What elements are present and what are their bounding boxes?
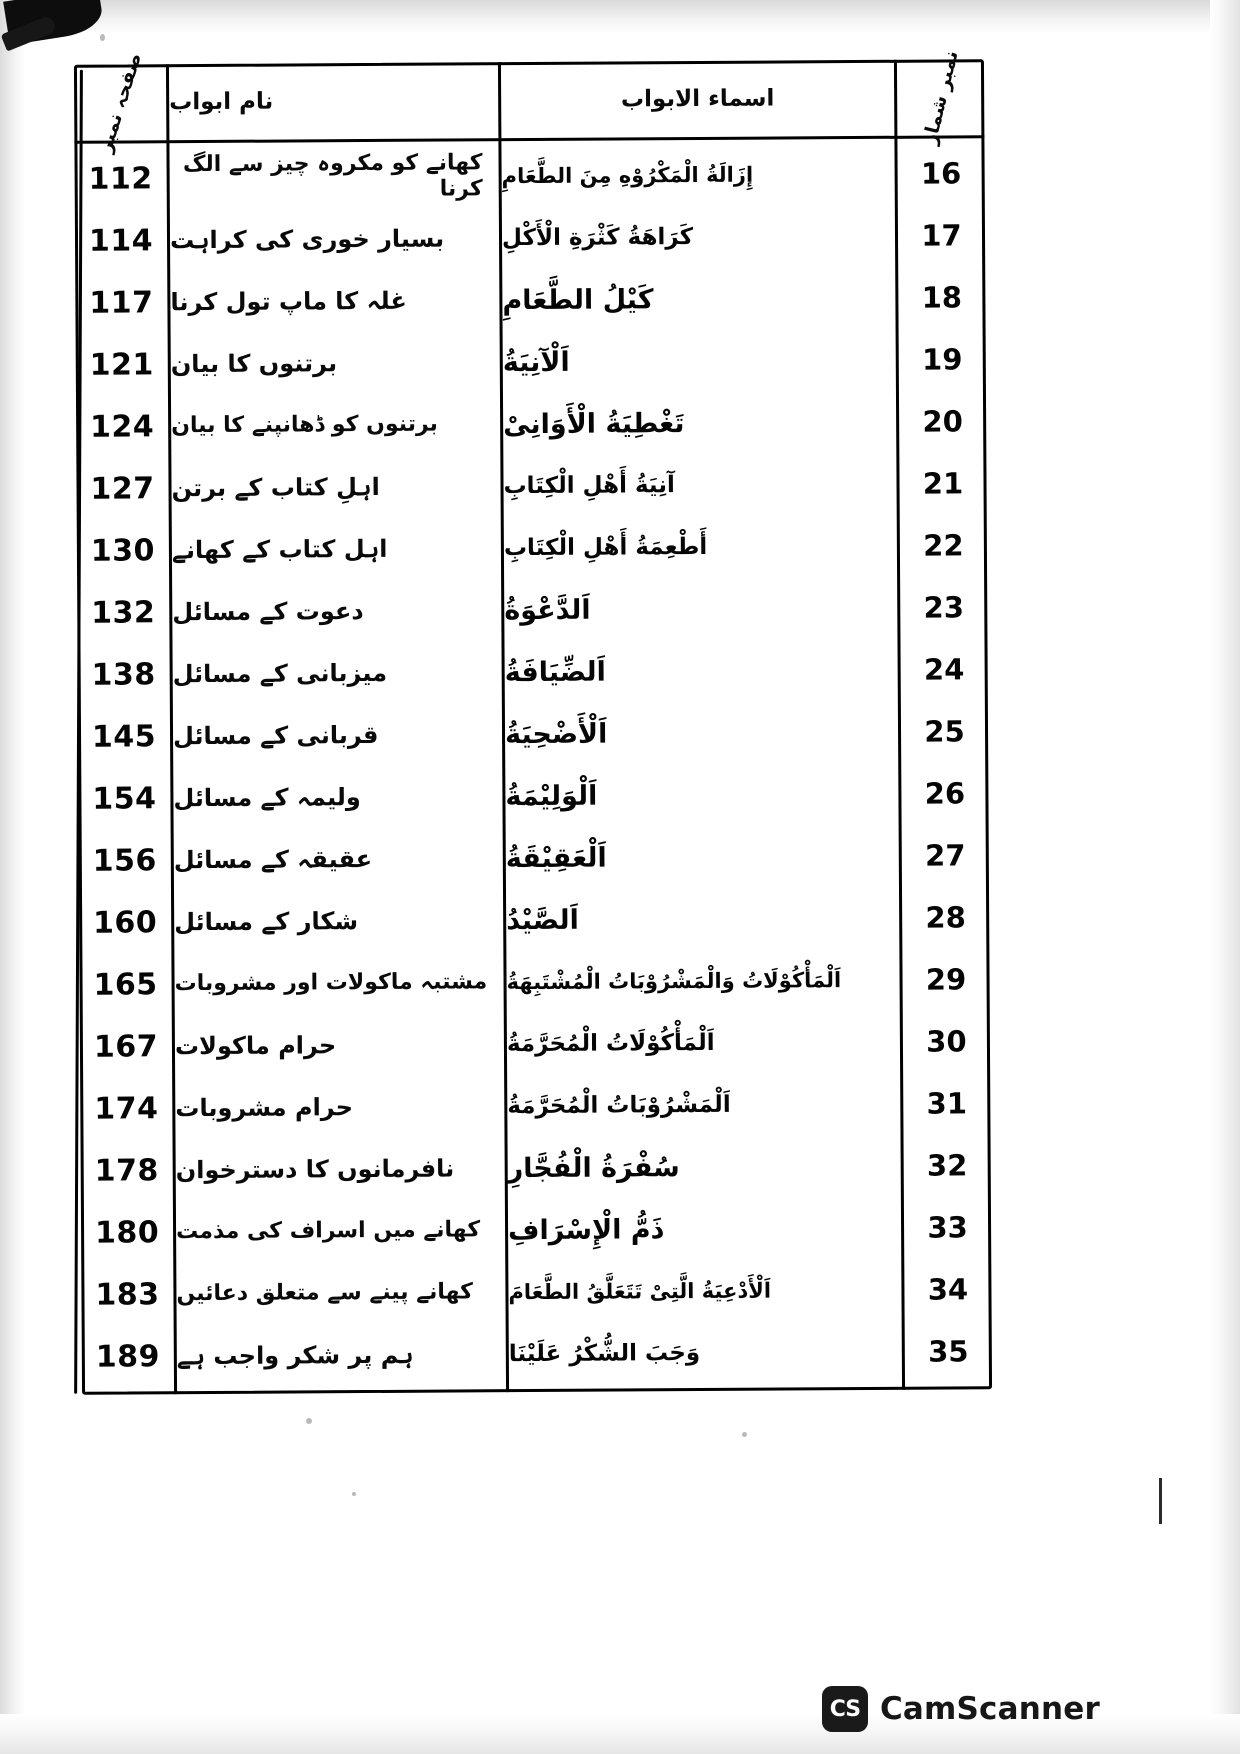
cell-chapter-name-urdu: حرام مشروبات [175, 1093, 354, 1123]
cell-page-number: 167 [93, 1028, 159, 1065]
cell-serial-number: 34 [927, 1272, 969, 1307]
cell-chapter-name-arabic: أَطْعِمَةُ أَهْلِ الْكِتَابِ [503, 533, 708, 562]
cell-serial-number: 19 [921, 342, 963, 377]
cell-serial-number: 35 [928, 1334, 969, 1369]
cell-page-number: 156 [92, 842, 157, 879]
cell-chapter-name-urdu: ہم پر شکر واجب ہے [176, 1340, 414, 1371]
cell-chapter-name-urdu: عقیقہ کے مسائل [173, 844, 373, 875]
scan-edge-mark [1159, 1478, 1162, 1524]
cell-chapter-name-arabic: سُفْرَةُ الْفُجَّارِ [507, 1151, 680, 1184]
cell-page-number: 180 [94, 1214, 160, 1251]
cell-chapter-name-arabic: اَلْوَلِيْمَةُ [505, 780, 598, 812]
cell-page-number: 189 [95, 1338, 161, 1375]
cell-serial-number: 28 [925, 900, 966, 935]
camscanner-logo-icon: CS [822, 1686, 868, 1732]
cell-serial-number: 29 [925, 962, 967, 997]
scan-speck [100, 34, 105, 41]
scan-edge-right [1210, 0, 1240, 1754]
cell-serial-number: 17 [921, 218, 962, 253]
cell-chapter-name-arabic: اَلْمَأْكُوْلَاتُ الْمُحَرَّمَةُ [506, 1029, 715, 1058]
cell-chapter-name-arabic: اَلْآنِيَةُ [502, 346, 570, 378]
cell-serial-number: 22 [923, 528, 964, 563]
cell-chapter-name-arabic: كَرَاهَةُ كَثْرَةِ الْأَكْلِ [501, 224, 694, 252]
cell-page-number: 132 [91, 594, 156, 631]
header-chapter-name-urdu: نام ابواب [169, 88, 274, 116]
cell-page-number: 154 [92, 780, 157, 817]
cell-serial-number: 26 [924, 776, 966, 811]
cell-serial-number: 27 [925, 838, 966, 873]
cell-serial-number: 18 [921, 280, 963, 315]
cell-chapter-name-urdu: غلہ کا ماپ تول کرنا [170, 286, 407, 317]
header-serial-number: نمبر شمار [918, 48, 963, 147]
cell-page-number: 165 [93, 966, 158, 1003]
cell-serial-number: 16 [920, 156, 962, 191]
cell-chapter-name-urdu: اہلِ کتاب کے برتن [171, 472, 380, 503]
cell-chapter-name-arabic: اَلْمَأْكُوْلَاتُ وَالْمَشْرُوْبَاتُ الْمُشْتَبِهَةُ [506, 968, 842, 995]
cell-chapter-name-arabic: اَلْأَضْحِيَةُ [504, 718, 608, 750]
cell-chapter-name-urdu: میزبانی کے مسائل [172, 658, 388, 689]
cell-serial-number: 25 [924, 714, 965, 749]
camscanner-label: CamScanner [879, 1691, 1100, 1727]
cell-chapter-name-arabic: وَجَبَ الشُّكْرُ عَلَيْنَا [508, 1339, 701, 1368]
cell-chapter-name-urdu: قربانی کے مسائل [172, 720, 379, 751]
cell-chapter-name-urdu: برتنوں کا بیان [170, 349, 338, 379]
cell-serial-number: 30 [926, 1024, 967, 1059]
cell-page-number: 138 [91, 656, 156, 693]
scan-speck [306, 1418, 312, 1424]
contents-table [74, 48, 992, 1395]
cell-chapter-name-arabic: آنِيَةُ أَهْلِ الْكِتَابِ [503, 472, 675, 500]
table-header-row [74, 48, 984, 155]
cell-chapter-name-arabic: ذَمُّ الْإِسْرَافِ [507, 1213, 665, 1246]
camscanner-watermark [822, 1686, 1100, 1732]
cell-chapter-name-urdu: اہل کتاب کے کھانے [171, 534, 388, 565]
header-chapter-name-arabic: اسماء الابواب [620, 85, 775, 113]
cell-page-number: 130 [90, 532, 156, 569]
cell-chapter-name-urdu: برتنوں کو ڈھانپنے کا بیان [171, 411, 438, 439]
cell-chapter-name-arabic: اَلدَّعْوَةُ [504, 594, 591, 626]
cell-chapter-name-arabic: اَلْمَشْرُوْبَاتُ الْمُحَرَّمَةُ [507, 1091, 731, 1120]
cell-serial-number: 24 [923, 652, 965, 687]
cell-serial-number: 20 [922, 404, 963, 439]
cell-chapter-name-urdu: بسیار خوری کی کراہت [169, 224, 445, 255]
cell-chapter-name-urdu: ولیمہ کے مسائل [173, 783, 361, 813]
cell-chapter-name-arabic: كَيْلُ الطَّعَامِ [502, 283, 654, 316]
cell-page-number: 117 [89, 284, 154, 321]
cell-chapter-name-urdu: شکار کے مسائل [174, 907, 359, 937]
table-row [82, 1316, 992, 1392]
cell-chapter-name-urdu: کھانے کو مکروہ چیز سے الگ کرنا [182, 149, 483, 202]
cell-chapter-name-arabic: اَلْأَدْعِيَةُ الَّتِىْ تَتَعَلَّقُ الطَّعَامَ [508, 1278, 772, 1305]
scan-speck [742, 1432, 747, 1437]
cell-page-number: 178 [94, 1152, 159, 1189]
cell-page-number: 127 [90, 470, 155, 507]
cell-serial-number: 31 [926, 1086, 968, 1121]
cell-chapter-name-arabic: اَلضِّيَافَةُ [504, 656, 606, 688]
cell-serial-number: 21 [922, 466, 964, 501]
cell-page-number: 183 [95, 1276, 160, 1313]
cell-serial-number: 23 [923, 590, 965, 625]
cell-serial-number: 32 [926, 1148, 968, 1183]
cell-chapter-name-urdu: مشتبہ ماکولات اور مشروبات [174, 969, 488, 996]
cell-chapter-name-arabic: اَلْعَقِيْقَةُ [505, 842, 607, 874]
scan-speck [352, 1492, 356, 1496]
cell-page-number: 160 [93, 904, 158, 941]
cell-chapter-name-urdu: حرام ماکولات [174, 1031, 337, 1061]
cell-page-number: 174 [94, 1090, 159, 1127]
cell-page-number: 145 [91, 718, 157, 755]
cell-chapter-name-arabic: اَلصَّيْدُ [506, 904, 579, 936]
scan-edge-top [0, 0, 1240, 34]
cell-page-number: 124 [89, 408, 155, 445]
cell-chapter-name-urdu: دعوت کے مسائل [172, 597, 364, 627]
cell-serial-number: 33 [927, 1210, 968, 1245]
cell-page-number: 121 [89, 346, 154, 383]
cell-page-number: 114 [88, 222, 154, 259]
cell-chapter-name-urdu: نافرمانوں کا دسترخوان [175, 1154, 455, 1185]
cell-chapter-name-arabic: إِزَالَةُ الْمَكْرُوْهِ مِنَ الطَّعَامِ [501, 162, 754, 189]
table-body [74, 138, 992, 1395]
cell-chapter-name-urdu: کھانے میں اسراف کی مذمت [175, 1217, 481, 1244]
cell-chapter-name-urdu: کھانے پینے سے متعلق دعائیں [176, 1279, 473, 1306]
scan-edge-left [0, 0, 26, 1754]
cell-chapter-name-arabic: تَغْطِيَةُ الْأَوَانِىْ [503, 407, 685, 440]
cell-page-number: 112 [88, 160, 153, 197]
header-page-number: صفحہ نمبر [94, 50, 147, 155]
